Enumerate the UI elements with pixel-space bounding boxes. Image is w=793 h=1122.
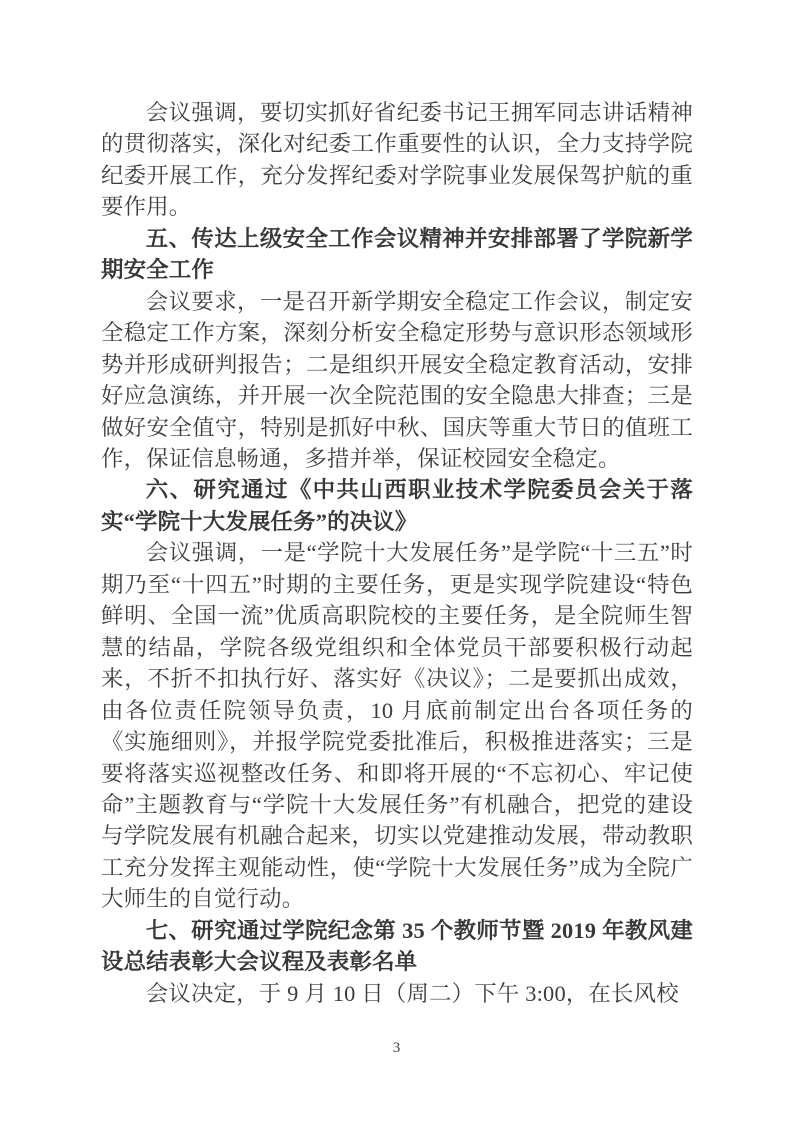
- body-paragraph-ten-tasks: 会议强调，一是“学院十大发展任务”是学院“十三五”时期乃至“十四五”时期的主要任务，更是实现学院建设“特色鲜明、全国一流”优质高职院校的主要任务，是全院师生智慧的结晶，学院各级党组织和全体党员干部要积极行动起来，不折不扣执行好、落实好《决议》；二是要抓出成效，由各位责任院领导负责，10 月底前制定出台各项任务的《实施细则》，并报学院党委批准后，积极推进落实；三是要将落实巡视整改任务、和即将开展的“不忘初心、牢记使命”主题教育与“学院十大发展任务”有机融合，把党的建设与学院发展有机融合起来，切实以党建推动发展，带动教职工充分发挥主观能动性，使“学院十大发展任务”成为全院广大师生的自觉行动。: [101, 540, 693, 912]
- section-heading-7-teachers-day: 七、研究通过学院纪念第 35 个教师节暨 2019 年教风建设总结表彰大会议程及表彰名单: [101, 917, 693, 975]
- section-heading-6-resolution: 六、研究通过《中共山西职业技术学院委员会关于落实“学院十大发展任务”的决议》: [101, 477, 693, 534]
- document-body: [101, 97, 693, 1009]
- page-number: 3: [392, 1040, 401, 1056]
- body-paragraph-meeting-decision: 会议决定，于 9 月 10 日（周二）下午 3:00，在长风校: [145, 980, 679, 1006]
- body-paragraph-discipline-inspection: 会议强调，要切实抓好省纪委书记王拥军同志讲话精神的贯彻落实，深化对纪委工作重要性的认识，全力支持学院纪委开展工作，充分发挥纪委对学院事业发展保驾护航的重要作用。: [101, 100, 693, 220]
- body-paragraph-safety-requirements: 会议要求，一是召开新学期安全稳定工作会议，制定安全稳定工作方案，深刻分析安全稳定形势与意识形态领域形势并形成研判报告；二是组织开展安全稳定教育活动，安排好应急演练，并开展一次全院范围的安全隐患大排查；三是做好安全值守，特别是抓好中秋、国庆等重大节日的值班工作，保证信息畅通，多措并举，保证校园安全稳定。: [101, 288, 693, 471]
- section-heading-5-safety-work: 五、传达上级安全工作会议精神并安排部署了学院新学期安全工作: [101, 225, 693, 283]
